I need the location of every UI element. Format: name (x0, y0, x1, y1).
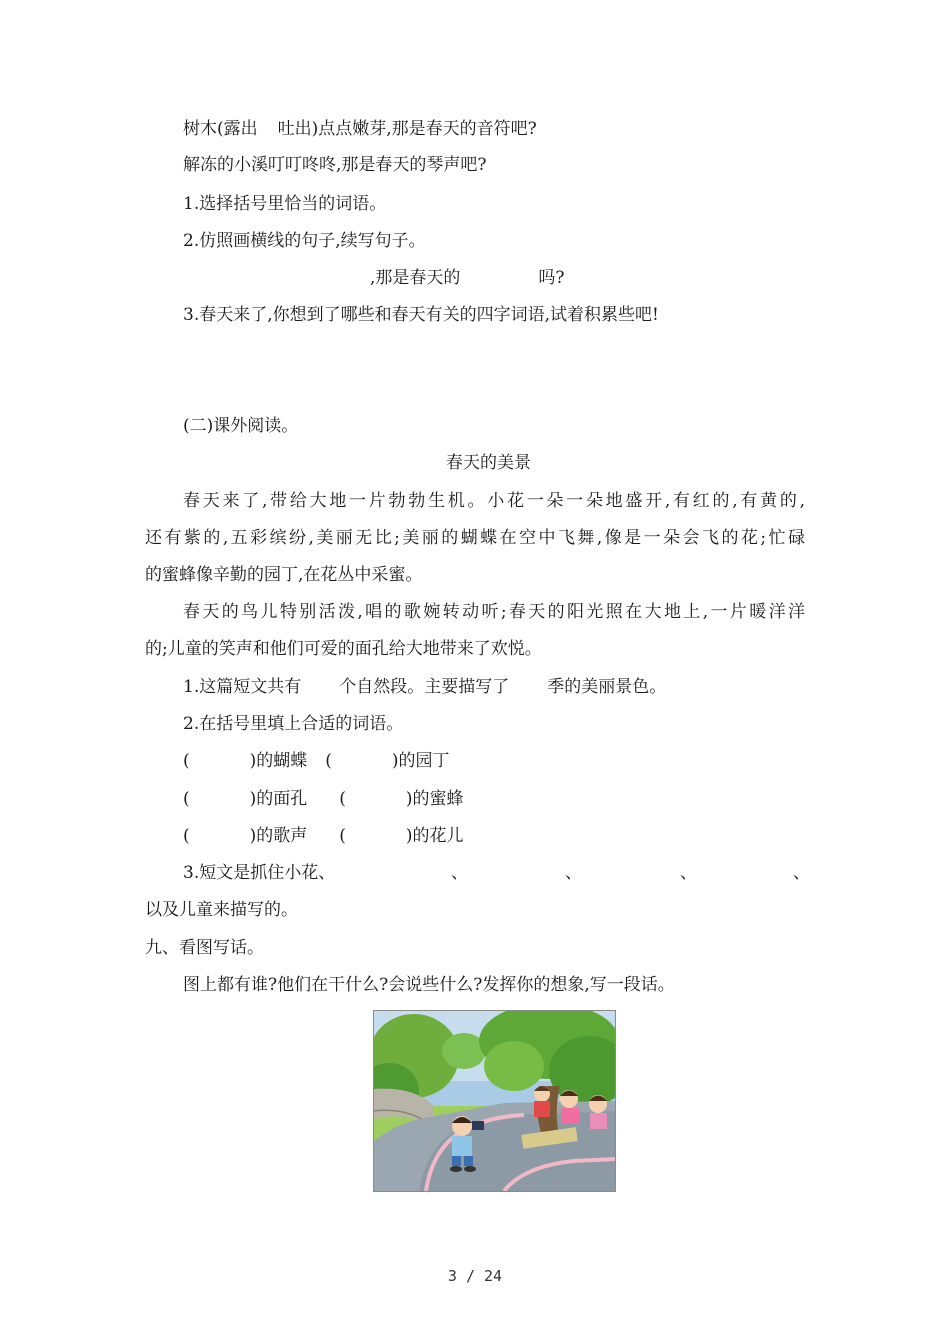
passage-p1-line1: 春天来了,带给大地一片勃勃生机。小花一朵一朵地盛开,有红的,有黄的, (183, 491, 805, 511)
reading2-q3-sep: 、 (565, 863, 582, 883)
reading2-question-2: 2.在括号里填上合适的词语。 (183, 714, 404, 734)
fill-row-1 (183, 749, 450, 773)
reading2-q3-end: 以及儿童来描写的。 (145, 900, 298, 920)
fill-item-face: )的面孔 (249, 789, 308, 809)
passage-p2-line1: 春天的鸟儿特别活泼,唱的歌婉转动听;春天的阳光照在大地上,一片暖洋洋 (183, 602, 805, 622)
imitation-text-b: 吗? (538, 268, 565, 288)
fill-paren-open: ( (339, 789, 346, 809)
fill-item-song: )的歌声 (249, 826, 308, 846)
reading2-q1-part-c: 季的美丽景色。 (547, 677, 667, 697)
sentence-trees-part-b: 吐出)点点嫩芽,那是春天的音符吧? (277, 119, 537, 139)
reading2-q3-sep: 、 (793, 863, 810, 883)
fill-item-bee: )的蜜蜂 (405, 789, 464, 809)
fill-item-flower: )的花儿 (405, 826, 464, 846)
page-number: 3 / 24 (447, 1267, 503, 1285)
reading2-q3-lead: 3.短文是抓住小花、 (183, 863, 336, 883)
imitation-text-a: ,那是春天的 (370, 268, 461, 288)
park-scene-image (374, 1011, 615, 1191)
reading2-q1-part-a: 1.这篇短文共有 (183, 677, 302, 697)
fill-paren-open: ( (183, 789, 190, 809)
fill-item-butterfly: )的蝴蝶 (249, 751, 308, 771)
section-9-prompt: 图上都有谁?他们在干什么?会说些什么?发挥你的想象,写一段话。 (183, 975, 675, 995)
illustration-children-park (373, 1010, 616, 1192)
section-extracurricular-reading-heading: (二)课外阅读。 (183, 416, 299, 436)
reading2-q1-part-b: 个自然段。主要描写了 (339, 677, 510, 697)
section-9-heading: 九、看图写话。 (145, 938, 264, 958)
fill-paren-open: ( (183, 826, 190, 846)
passage-p1-line2: 还有紫的,五彩缤纷,美丽无比;美丽的蝴蝶在空中飞舞,像是一朵会飞的花;忙碌 (145, 528, 805, 548)
fill-paren-open: ( (339, 826, 346, 846)
reading2-q3-sep: 、 (451, 863, 468, 883)
fill-row-2 (183, 787, 464, 811)
imitation-blank-line (370, 266, 565, 290)
fill-paren-open: ( (325, 751, 332, 771)
reading2-q3-sep: 、 (680, 863, 697, 883)
passage-title: 春天的美景 (446, 453, 531, 473)
question-1-choose-word: 1.选择括号里恰当的词语。 (183, 194, 387, 214)
fill-item-gardener: )的园丁 (391, 751, 450, 771)
sentence-stream: 解冻的小溪叮叮咚咚,那是春天的琴声吧? (183, 155, 487, 175)
reading2-question-1 (183, 675, 666, 699)
passage-p2-line2: 的;儿童的笑声和他们可爱的面孔给大地带来了欢悦。 (145, 639, 542, 659)
question-3-four-character-words: 3.春天来了,你想到了哪些和春天有关的四字词语,试着积累些吧! (183, 305, 659, 325)
sentence-trees-part-a: 树木(露出 (183, 119, 258, 139)
sentence-trees (183, 117, 537, 141)
passage-p1-line3: 的蜜蜂像辛勤的园丁,在花丛中采蜜。 (145, 565, 423, 585)
question-2-imitate-sentence: 2.仿照画横线的句子,续写句子。 (183, 231, 426, 251)
fill-paren-open: ( (183, 751, 190, 771)
fill-row-3 (183, 824, 464, 848)
